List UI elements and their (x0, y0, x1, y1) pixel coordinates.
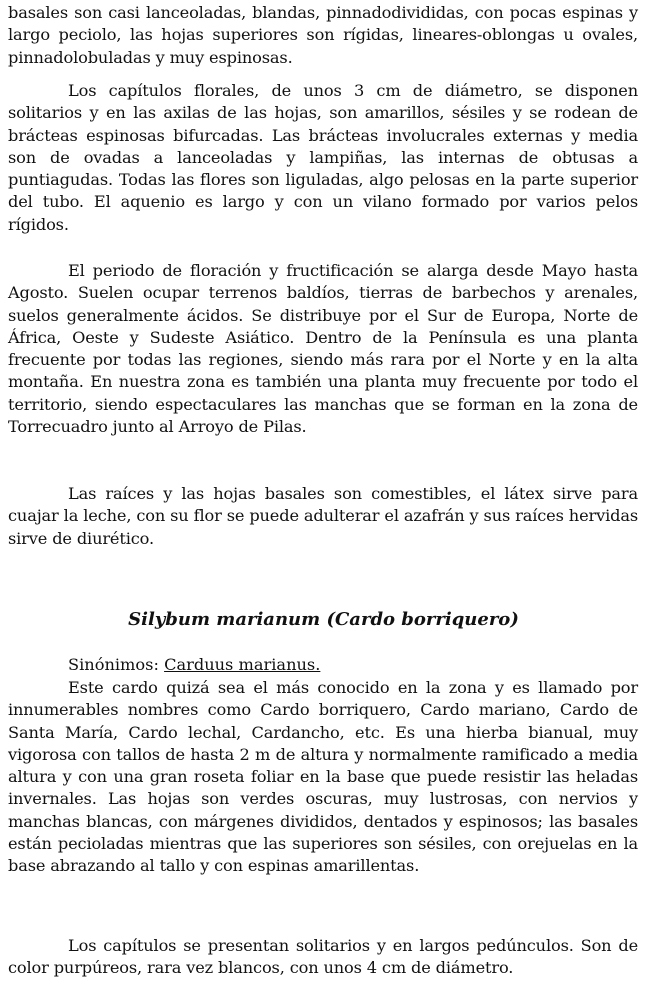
synonyms-value: Carduus marianus. (164, 655, 321, 674)
paragraph-uses: Las raíces y las hojas basales son comestibles, el látex sirve para cuajar la leche, con su flor se puede adulterar el azafrán y sus raíces hervidas sirve de diurético. (8, 484, 638, 548)
paragraph-flowering-distribution: El periodo de floración y fructificación se alarga desde Mayo hasta Agosto. Suelen ocupar terrenos baldíos, tierras de barbechos y arenales, suelos generalmente ácidos. Se distribuye por el Sur de Europa, Norte de África, Oeste y Sudeste Asiático. Dentro de la Península es una planta frecuente por todas las regiones, siendo más rara por el Norte y en la alta montaña. En nuestra zona es también una planta muy frecuente por todo el territorio, siendo espectaculares las manchas que se forman en la zona de Torrecuadro junto al Arroyo de Pilas. (8, 261, 638, 437)
paragraph-flower-heads-2: Los capítulos se presentan solitarios y en largos pedúnculos. Son de color purpúreos, rara vez blancos, con unos 4 cm de diámetro. (8, 936, 638, 978)
paragraph-description: Este cardo quizá sea el más conocido en la zona y es llamado por innumerables nombres como Cardo borriquero, Cardo mariano, Cardo de Santa María, Cardo lechal, Cardancho, etc. Es una hierba bianual, muy vigorosa con tallos de hasta 2 m de altura y normalmente ramificado a media altura y con una gran roseta foliar en la base que puede resistir las heladas invernales. Las hojas son verdes oscuras, muy lustrosas, con nervios y manchas blancas, con márgenes divididos, dentados y espinosos; las basales están pecioladas mientras que las superiores son sésiles, con orejuelas en la base abrazando al tallo y con espinas amarillentas. (8, 678, 638, 876)
paragraph-flower-heads: Los capítulos florales, de unos 3 cm de diámetro, se disponen solitarios y en las axilas de las hojas, son amarillos, sésiles y se rodean de brácteas espinosas bifurcadas. Las brácteas involucrales externas y media son de ovadas a lanceoladas y lampiñas, las internas de obtusas a puntiagudas. Todas las flores son liguladas, algo pelosas en la parte superior del tubo. El aquenio es largo y con un vilano formado por varios pelos rígidos. (8, 81, 638, 234)
synonyms-line (68, 654, 320, 676)
synonyms-label: Sinónimos: (68, 655, 159, 674)
paragraph-leaves: basales son casi lanceoladas, blandas, pinnadodivididas, con pocas espinas y largo peciolo, las hojas superiores son rígidas, lineares-oblongas u ovales, pinnadolobuladas y muy espinosas. (8, 3, 638, 67)
section-heading: Silybum marianum (Cardo borriquero) (128, 609, 519, 630)
